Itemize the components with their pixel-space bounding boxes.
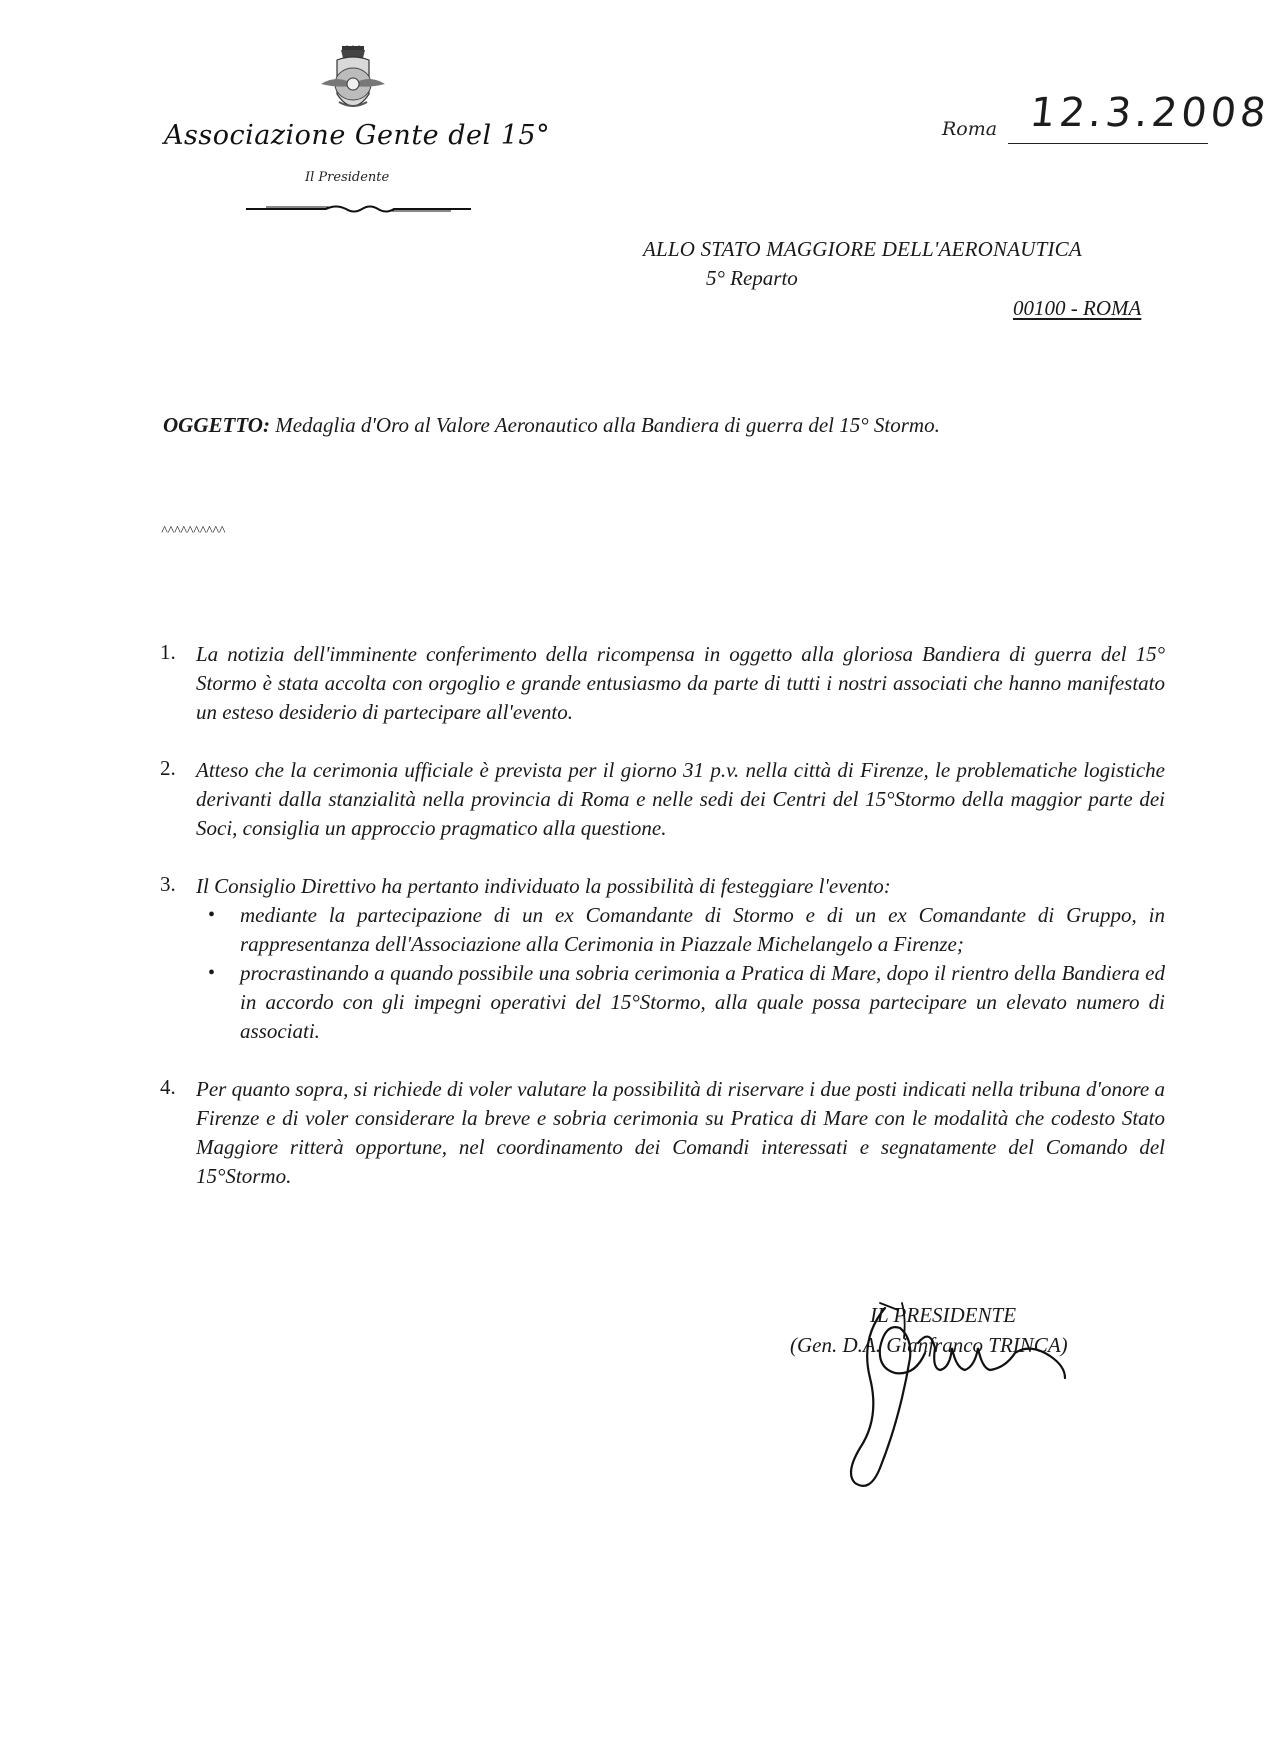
paragraph-2 — [160, 756, 1165, 843]
paragraph-number: 3. — [160, 872, 176, 896]
paragraph-text: Per quanto sopra, si richiede di voler valutare la possibilità di riservare i due posti indicati nella tribuna d'onore a Firenze e di voler considerare la breve e sobria cerimonia su Pratica di Mare con le modalità che codesto Stato Maggiore ritterà opportune, nel coordinamento dei Comandi interessati e segnatamente del Comando del 15°Stormo. — [196, 1077, 1165, 1188]
paragraph-text: Atteso che la cerimonia ufficiale è prevista per il giorno 31 p.v. nella città di Firenze, le problematiche logistiche derivanti dalla stanzialità nella provincia di Roma e nelle sedi dei Centri del 15°Stormo della maggior parte dei Soci, consiglia un approccio pragmatico alla questione. — [196, 758, 1165, 840]
paragraph-3 — [160, 872, 1165, 1046]
paragraph-number: 4. — [160, 1075, 176, 1099]
subject-label: OGGETTO: — [163, 413, 270, 437]
letter-body — [160, 640, 1165, 1220]
paragraph-text: Il Consiglio Direttivo ha pertanto individuato la possibilità di festeggiare l'evento: — [196, 874, 891, 898]
ornament-divider — [246, 202, 471, 216]
signatory-name: (Gen. D.A. Gianfranco TRINCA) — [790, 1333, 1068, 1357]
bullet-icon: • — [208, 962, 216, 984]
separator: ^^^^^^^^^^ — [161, 524, 226, 539]
list-item-text: procrastinando a quando possibile una sobria cerimonia a Pratica di Mare, dopo il rientro della Bandiera ed in accordo con gli impegni operativi del 15°Stormo, alla quale possa partecipare un elevato numero di associati. — [240, 961, 1165, 1043]
air-force-crest-icon — [317, 44, 389, 126]
subject-text: Medaglia d'Oro al Valore Aeronautico alla Bandiera di guerra del 15° Stormo. — [269, 413, 940, 437]
signatory-title: IL PRESIDENTE — [870, 1303, 1017, 1327]
paragraph-4 — [160, 1075, 1165, 1191]
paragraph-1 — [160, 640, 1165, 727]
paragraph-text: La notizia dell'imminente conferimento della ricompensa in oggetto alla gloriosa Bandiera di guerra del 15° Stormo è stata accolta con orgoglio e grande entusiasmo da parte di tutti i nostri associati che hanno manifestato un esteso desiderio di partecipare all'evento. — [196, 642, 1165, 724]
handwritten-signature — [840, 1298, 1100, 1498]
subject-line — [163, 413, 940, 438]
addressee-line-1: ALLO STATO MAGGIORE DELL'AERONAUTICA — [643, 237, 1082, 261]
list-item — [196, 901, 1165, 959]
date-underline — [1008, 143, 1208, 144]
addressee-line-3: 00100 - ROMA — [1013, 296, 1142, 320]
date-value: 12.3.2008 — [1027, 90, 1272, 136]
addressee-line-2: 5° Reparto — [706, 266, 798, 290]
paragraph-number: 2. — [160, 756, 176, 780]
organization-role: Il Presidente — [305, 170, 390, 185]
list-item-text: mediante la partecipazione di un ex Comandante di Stormo e di un ex Comandante di Gruppo, in rappresentanza dell'Associazione alla Cerimonia in Piazzale Michelangelo a Firenze; — [240, 903, 1165, 956]
organization-name: Associazione Gente del 15° — [164, 120, 551, 151]
list-item — [196, 959, 1165, 1046]
date-place: Roma — [942, 118, 998, 140]
bullet-icon: • — [208, 904, 216, 926]
paragraph-number: 1. — [160, 640, 176, 664]
bullet-list — [196, 901, 1165, 1046]
